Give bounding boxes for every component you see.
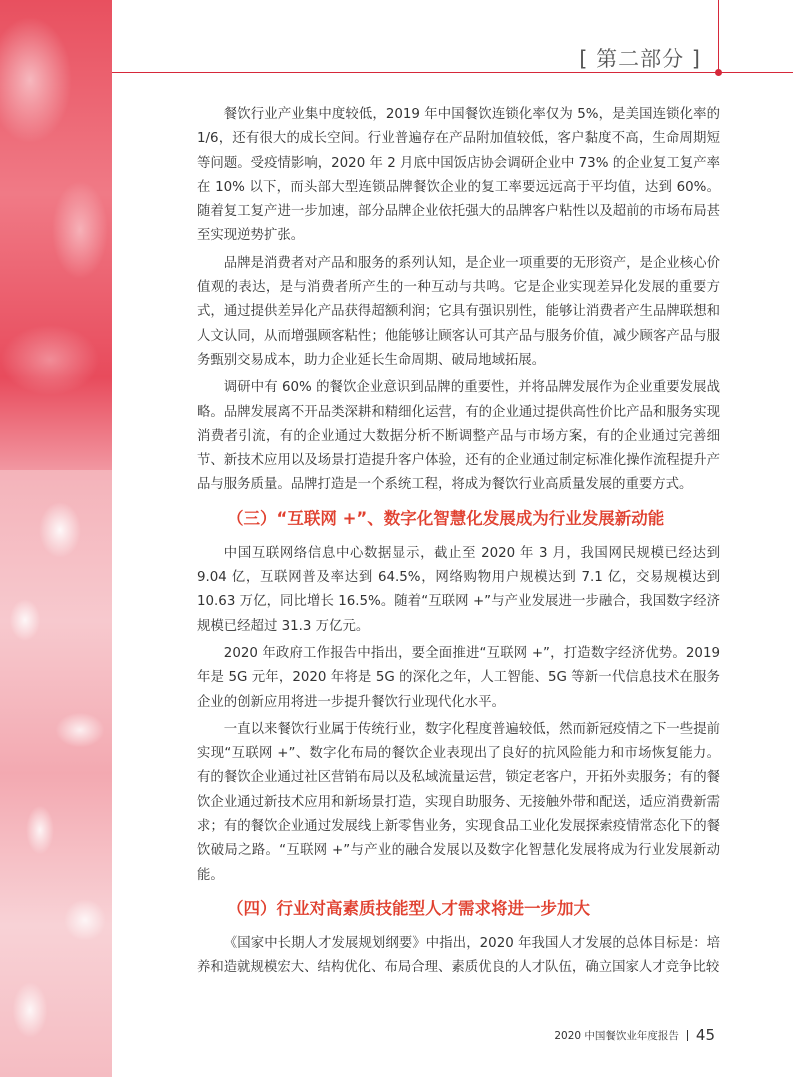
section-heading-4: （四）行业对高素质技能型人才需求将进一步加大	[227, 898, 590, 918]
header-rule-dot	[715, 69, 722, 76]
paragraph: 中国互联网络信息中心数据显示，截止至 2020 年 3 月，我国网民规模已经达到 9.04 亿，互联网普及率达到 64.5%，网络购物用户规模达到 7.1 亿，交易规模达到 10.63 万亿，同比增长 16.5%。随着“互联网 +”与产业发展进一步融合，我国数字经济规模已经超过 31.3 万亿元。	[197, 545, 720, 634]
footer-separator	[687, 1030, 688, 1041]
paragraph: 2020 年政府工作报告中指出，要全面推进“互联网 +”，打造数字经济优势。2019 年是 5G 元年，2020 年将是 5G 的深化之年，人工智能、5G 等新一代信息技术在服务企业的创新应用将进一步提升餐饮行业现代化水平。	[197, 645, 720, 710]
header-vertical-rule	[718, 0, 719, 72]
decorative-side-photo-lower	[0, 470, 112, 1077]
paragraph: 《国家中长期人才发展规划纲要》中指出，2020 年我国人才发展的总体目标是：培养和造就规模宏大、结构优化、布局合理、素质优良的人才队伍，确立国家人才竞争比较	[197, 935, 720, 976]
paragraph: 品牌是消费者对产品和服务的系列认知，是企业一项重要的无形资产，是企业核心价值观的表达，是与消费者所产生的一种互动与共鸣。它是企业实现差异化发展的重要方式，通过提供差异化产品获得超额利润；它具有强识别性，能够让消费者产生品牌联想和人文认同，从而增强顾客粘性；他能够让顾客认可其产品与服务价值，减少顾客产品与服务甄别交易成本，助力企业延长生命周期、破局地域拓展。	[197, 255, 720, 368]
footer-report-name: 2020 中国餐饮业年度报告	[554, 1029, 679, 1042]
paragraph: 调研中有 60% 的餐饮企业意识到品牌的重要性，并将品牌发展作为企业重要发展战略。品牌发展离不开品类深耕和精细化运营，有的企业通过提供高性价比产品和服务实现消费者引流，有的企业通过大数据分析不断调整产品与市场方案，有的企业通过完善细节、新技术应用以及场景打造提升客户体验，还有的企业通过制定标准化操作流程提升产品与服务质量。品牌打造是一个系统工程，将成为餐饮行业高质量发展的重要方式。	[197, 380, 720, 493]
paragraph: 餐饮行业产业集中度较低，2019 年中国餐饮连锁化率仅为 5%，是美国连锁化率的 1/6，还有很大的成长空间。行业普遍存在产品附加值较低，客户黏度不高，生命周期短等问题。受疫情影响，2020 年 2 月底中国饭店协会调研企业中 73% 的企业复工复产率在 10% 以下，而头部大型连锁品牌餐饮企业的复工率要远远高于平均值，达到 60%。随着复工复产进一步加速，部分品牌企业依托强大的品牌客户粘性以及超前的市场布局甚至实现逆势扩张。	[197, 107, 720, 244]
section-tag: [ 第二部分 ]	[579, 47, 701, 71]
main-content	[197, 103, 720, 984]
page-footer	[554, 1026, 715, 1044]
page-number: 45	[695, 1026, 715, 1044]
paragraph: 一直以来餐饮行业属于传统行业，数字化程度普遍较低，然而新冠疫情之下一些提前实现“互联网 +”、数字化布局的餐饮企业表现出了良好的抗风险能力和市场恢复能力。有的餐饮企业通过社区营销布局以及私域流量运营，锁定老客户，开拓外卖服务；有的餐饮企业通过新技术应用和新场景打造，实现自助服务、无接触外带和配送，适应消费新需求；有的餐饮企业通过发展线上新零售业务，实现食品工业化发展探索疫情常态化下的餐饮破局之路。“互联网 +”与产业的融合发展以及数字化智慧化发展将成为行业发展新动能。	[197, 721, 720, 883]
section-heading-3: （三）“互联网 +”、数字化智慧化发展成为行业发展新动能	[227, 508, 665, 528]
